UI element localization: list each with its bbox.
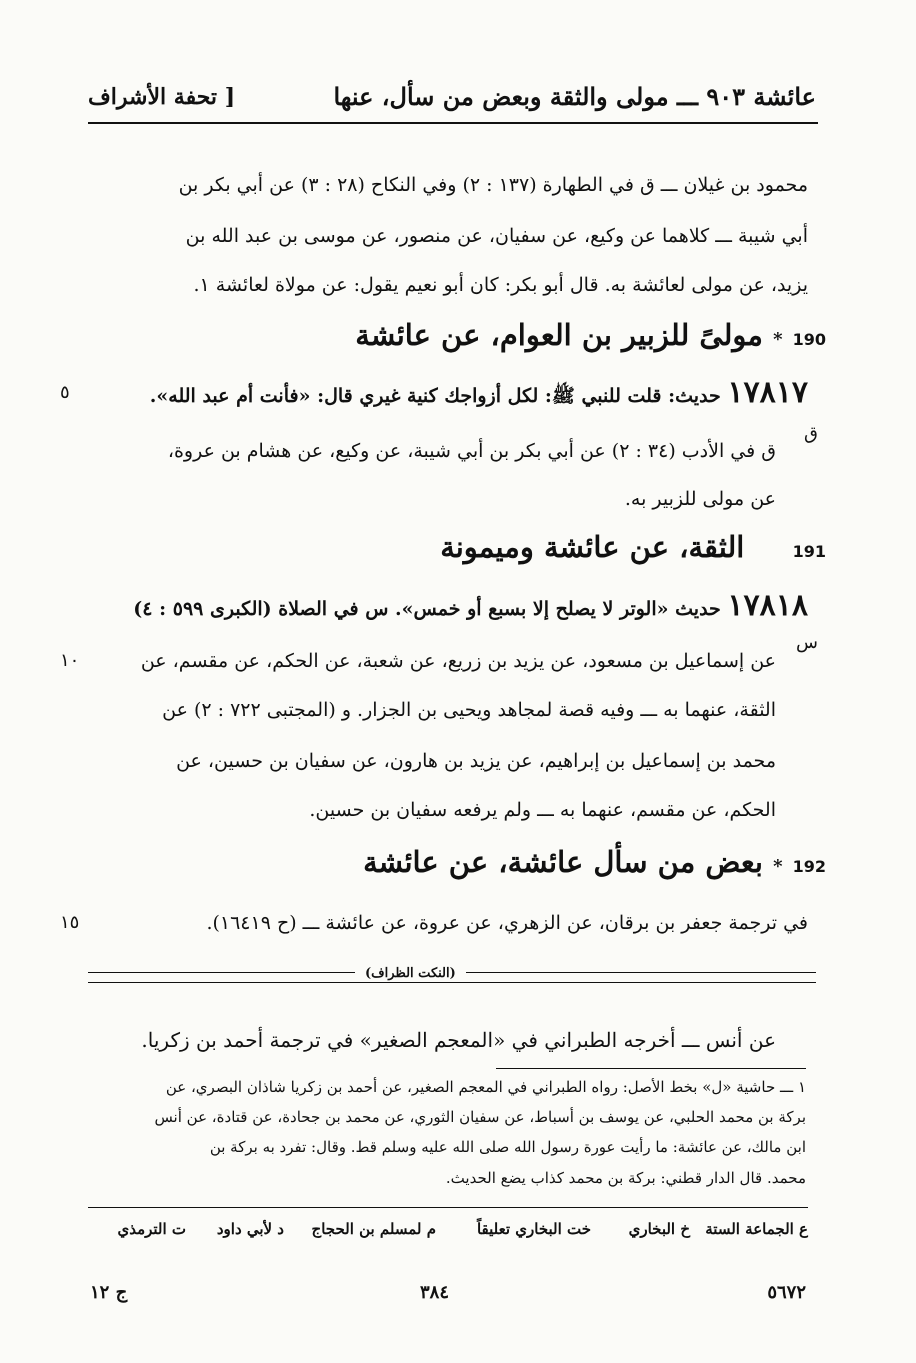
footnote-line: ابن مالك، عن عائشة: ما رأيت عورة رسول الله صلى الله عليه وسلم قط. وقال: تفرد به بركة بن <box>209 1138 806 1156</box>
text-line: الثقة، عنهما به ـــ وفيه قصة لمجاهد ويحيى بن الجزار. و (المجتبى ٧٢٢ : ٢) عن <box>162 699 776 721</box>
footnote-line: ١ ـــ حاشية «ل» بخط الأصل: رواه الطبراني في المعجم الصغير، عن أحمد بن زكريا شاذان البصري، عن <box>165 1078 806 1096</box>
siglum-key: ع الجماعة الستة <box>705 1220 808 1238</box>
footnote-rule <box>496 1068 806 1069</box>
running-header-left: [ تحفة الأشراف <box>88 84 236 110</box>
nukat-rule-bottom <box>88 982 816 983</box>
text-line: ق في الأدب (٣٤ : ٢) عن أبي بكر بن أبي شيبة، عن وكيع، عن هشام بن عروة، <box>167 440 776 462</box>
section-number: 190 <box>792 330 826 349</box>
margin-line-number: ١٥ <box>60 912 80 933</box>
section-heading-190 <box>355 318 826 352</box>
text-line: يزيد، عن مولى لعائشة به. قال أبو بكر: كان أبو نعيم يقول: عن مولاة لعائشة ١. <box>193 274 808 296</box>
text-line: محمد بن إسماعيل بن إبراهيم، عن يزيد بن هارون، عن سفيان بن حسين، عن <box>176 750 776 772</box>
text-line: عن مولى للزبير به. <box>624 488 776 510</box>
section-heading-192 <box>363 845 826 879</box>
star-mark: * <box>773 856 783 877</box>
volume-number: ج ١٢ <box>90 1282 128 1303</box>
hadith-17817-line <box>80 375 808 410</box>
margin-siglum: س <box>796 632 818 653</box>
siglum-key: خ البخاري <box>628 1220 690 1238</box>
section-heading-191 <box>440 530 826 564</box>
siglum-key: د لأبي داود <box>216 1220 284 1238</box>
margin-siglum: ق <box>804 423 818 444</box>
text-line: عن إسماعيل بن مسعود، عن يزيد بن زريع، عن شعبة، عن الحكم، عن مقسم، عن <box>140 650 776 672</box>
nukat-text: عن أنس ـــ أخرجه الطبراني في «المعجم الصغير» في ترجمة أحمد بن زكريا. <box>141 1028 776 1052</box>
margin-line-number: ١٠ <box>60 650 80 671</box>
section-number: 191 <box>792 542 826 561</box>
running-header-right: عائشة ٩٠٣ ـــ مولى والثقة وبعض من سأل، عنها <box>333 82 816 111</box>
hadith-17818-line <box>80 588 808 623</box>
siglum-key: ت الترمذي <box>117 1220 186 1238</box>
footnote-line: بركة بن محمد الحلبي، عن يوسف بن أسباط، عن سفيان الثوري، عن محمد بن جحادة، عن قتادة، عن أنس <box>154 1108 806 1126</box>
volume-page-number: ٥٦٧٢ <box>767 1282 806 1303</box>
hadith-number: ١٧٨١٧ <box>727 375 808 410</box>
hadith-text: حديث «الوتر لا يصلح إلا بسبع أو خمس». س في الصلاة (الكبرى ٥٩٩ : ٤) <box>133 598 721 620</box>
nukat-label-text: النكت الظراف <box>371 966 450 981</box>
section-title: بعض من سأل عائشة، عن عائشة <box>363 845 763 879</box>
text-line: محمود بن غيلان ـــ ق في الطهارة (١٣٧ : ٢) وفي النكاح (٢٨ : ٣) عن أبي بكر بن <box>178 174 808 196</box>
siglum-key: خت البخاري تعليقاً <box>476 1220 591 1238</box>
sigla-rule <box>88 1207 808 1208</box>
section-title: مولىً للزبير بن العوام، عن عائشة <box>355 318 763 352</box>
text-line: الحكم، عن مقسم، عنهما به ـــ ولم يرفعه سفيان بن حسين. <box>309 799 776 821</box>
text-line: في ترجمة جعفر بن برقان، عن الزهري، عن عروة، عن عائشة ـــ (ح ١٦٤١٩). <box>206 912 808 934</box>
page-number: ٣٨٤ <box>420 1282 450 1303</box>
section-number: 192 <box>792 857 826 876</box>
footnote-line: محمد. قال الدار قطني: بركة بن محمد كذاب يضع الحديث. <box>445 1169 806 1187</box>
text-line: أبي شيبة ـــ كلاهما عن وكيع، عن سفيان، عن منصور، عن موسى بن عبد الله بن <box>185 225 808 247</box>
margin-line-number: ٥ <box>60 382 70 403</box>
nukat-label: (النكت الظراف) <box>355 966 466 981</box>
siglum-key: م لمسلم بن الحجاج <box>311 1220 436 1238</box>
header-rule <box>88 122 818 124</box>
hadith-text: حديث: قلت للنبي ﷺ: لكل أزواجك كنية غيري قال: «فأنت أم عبد الله». <box>149 385 721 407</box>
star-mark: * <box>773 329 783 350</box>
hadith-number: ١٧٨١٨ <box>727 588 808 623</box>
section-title: الثقة، عن عائشة وميمونة <box>440 530 745 564</box>
